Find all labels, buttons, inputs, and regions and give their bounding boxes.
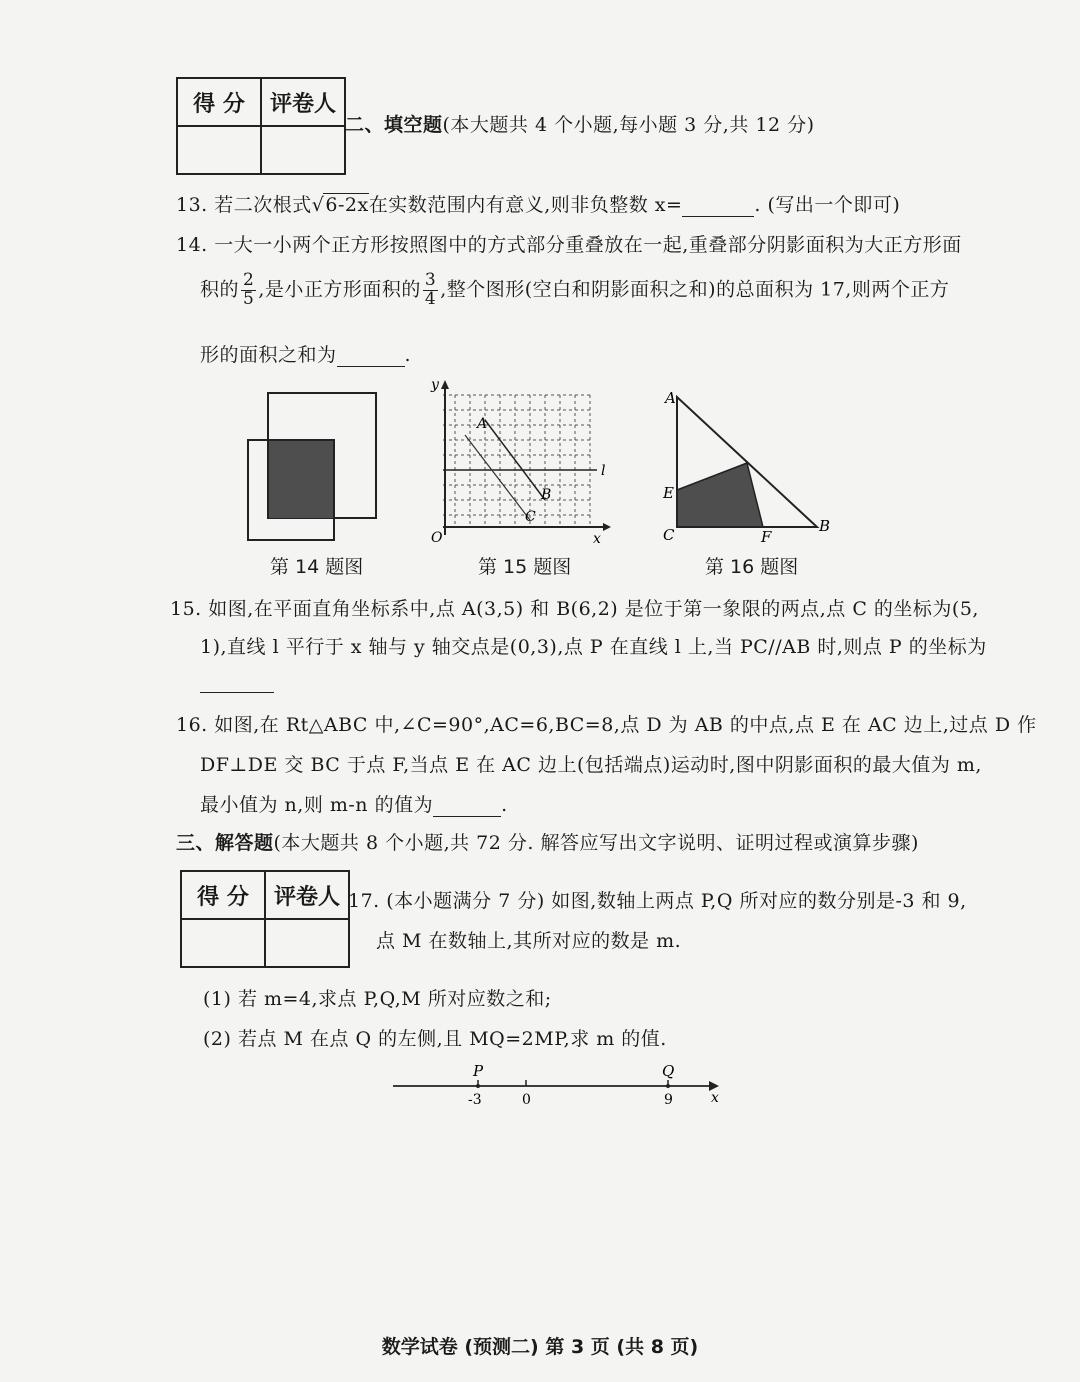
section2-note: (本大题共 4 个小题,每小题 3 分,共 12 分) <box>442 114 815 136</box>
number-line <box>385 1058 730 1114</box>
q16-line3-text: 最小值为 n,则 m-n 的值为 <box>200 794 434 816</box>
label-a: A <box>477 416 488 432</box>
grader-cell[interactable] <box>261 126 345 174</box>
q16-line3 <box>200 790 508 817</box>
label-b: B <box>819 517 831 535</box>
point-q <box>666 1084 670 1088</box>
label-c: C <box>525 509 536 525</box>
q15-line1: 15. 如图,在平面直角坐标系中,点 A(3,5) 和 B(6,2) 是位于第一象限的两点,点 C 的坐标为(5, <box>170 598 979 620</box>
label-a: A <box>665 389 676 407</box>
q17-line2: 点 M 在数轴上,其所对应的数是 m. <box>376 930 682 952</box>
q14-line1: 14. 一大一小两个正方形按照图中的方式部分重叠放在一起,重叠部分阴影面积为大正方形面 <box>176 234 962 256</box>
point-p <box>476 1084 480 1088</box>
label-zero: 0 <box>522 1092 531 1108</box>
label-c: C <box>663 526 675 544</box>
q13-prefix: 13. 若二次根式 <box>176 194 312 216</box>
label-l: l <box>601 463 606 479</box>
q14-line3 <box>200 340 411 367</box>
page-footer: 数学试卷 (预测二) 第 3 页 (共 8 页) <box>381 1336 699 1358</box>
caption-15: 第 15 题图 <box>478 556 572 578</box>
q16-line2: DF⊥DE 交 BC 于点 F,当点 E 在 AC 边上(包括端点)运动时,图中阴影面积的最大值为 m, <box>200 754 982 776</box>
segment-pc <box>465 435 530 520</box>
q14-line2 <box>200 272 949 309</box>
frac1-den: 5 <box>243 288 255 309</box>
q14-text-b: ,是小正方形面积的 <box>258 278 421 301</box>
score-header: 得 分 <box>181 871 265 919</box>
q13-suffix: 在实数范围内有意义,则非负整数 x= <box>368 194 683 216</box>
q13-answer-blank[interactable] <box>682 194 754 217</box>
q15-answer-blank[interactable] <box>200 672 274 693</box>
label-q: Q <box>662 1062 675 1080</box>
score-cell[interactable] <box>181 919 265 967</box>
y-arrow-icon <box>441 380 449 389</box>
q14-text-c: ,整个图形(空白和阴影面积之和)的总面积为 17,则两个正方 <box>440 278 950 301</box>
score-header: 得 分 <box>177 78 261 126</box>
frac2-num: 3 <box>424 270 437 290</box>
q13-tail: . (写出一个即可) <box>754 194 901 216</box>
q14-text-a: 积的 <box>200 278 240 301</box>
q14-line3-end: . <box>404 344 412 366</box>
label-neg3: -3 <box>468 1092 482 1108</box>
fraction-3-4 <box>423 272 438 309</box>
q17-part1: (1) 若 m=4,求点 P,Q,M 所对应数之和; <box>203 988 552 1010</box>
section3-heading <box>176 828 919 855</box>
section2-heading <box>345 110 815 137</box>
q14-answer-blank[interactable] <box>337 344 405 367</box>
section3-note: (本大题共 8 个小题,共 72 分. 解答应写出文字说明、证明过程或演算步骤) <box>273 832 919 854</box>
score-table-1 <box>176 77 346 175</box>
label-y: y <box>431 377 439 393</box>
fraction-2-5 <box>241 272 256 309</box>
label-o: O <box>431 530 443 545</box>
q13-radicand: 6-2x <box>325 194 369 216</box>
frac2-den: 4 <box>424 288 437 309</box>
score-cell[interactable] <box>177 126 261 174</box>
figure-14 <box>240 385 390 550</box>
label-b: B <box>541 487 552 503</box>
question-13 <box>176 190 900 217</box>
q16-line3-end: . <box>501 794 508 816</box>
score-table-2 <box>180 870 350 968</box>
q15-line2: 1),直线 l 平行于 x 轴与 y 轴交点是(0,3),点 P 在直线 l 上,当 PC//AB 时,则点 P 的坐标为 <box>200 636 987 658</box>
label-p: P <box>473 1062 484 1080</box>
section2-title: 二、填空题 <box>345 114 443 136</box>
caption-16: 第 16 题图 <box>705 556 799 578</box>
figure-16 <box>655 385 845 545</box>
label-x: x <box>593 531 601 545</box>
q17-part2: (2) 若点 M 在点 Q 的左侧,且 MQ=2MP,求 m 的值. <box>203 1028 667 1050</box>
label-f: F <box>761 528 772 545</box>
grader-header: 评卷人 <box>261 78 345 126</box>
q16-answer-blank[interactable] <box>433 794 501 817</box>
label-e: E <box>663 484 674 502</box>
label-nine: 9 <box>664 1092 673 1108</box>
q17-line1: 17. (本小题满分 7 分) 如图,数轴上两点 P,Q 所对应的数分别是-3 和 9, <box>348 890 967 912</box>
frac1-num: 2 <box>243 270 255 290</box>
grader-cell[interactable] <box>265 919 349 967</box>
q16-line1: 16. 如图,在 Rt△ABC 中,∠C=90°,AC=6,BC=8,点 D 为 AB 的中点,点 E 在 AC 边上,过点 D 作 <box>176 714 1037 736</box>
overlap-shaded-region <box>269 441 333 518</box>
grid-lines <box>443 395 590 525</box>
grader-header: 评卷人 <box>265 871 349 919</box>
q14-line3-text: 形的面积之和为 <box>200 344 337 366</box>
label-x: x <box>711 1090 719 1106</box>
sqrt-sign: √ <box>311 194 325 216</box>
figure-15 <box>425 375 615 545</box>
section3-title: 三、解答题 <box>176 832 274 854</box>
caption-14: 第 14 题图 <box>270 556 364 578</box>
x-arrow-icon <box>603 523 611 531</box>
